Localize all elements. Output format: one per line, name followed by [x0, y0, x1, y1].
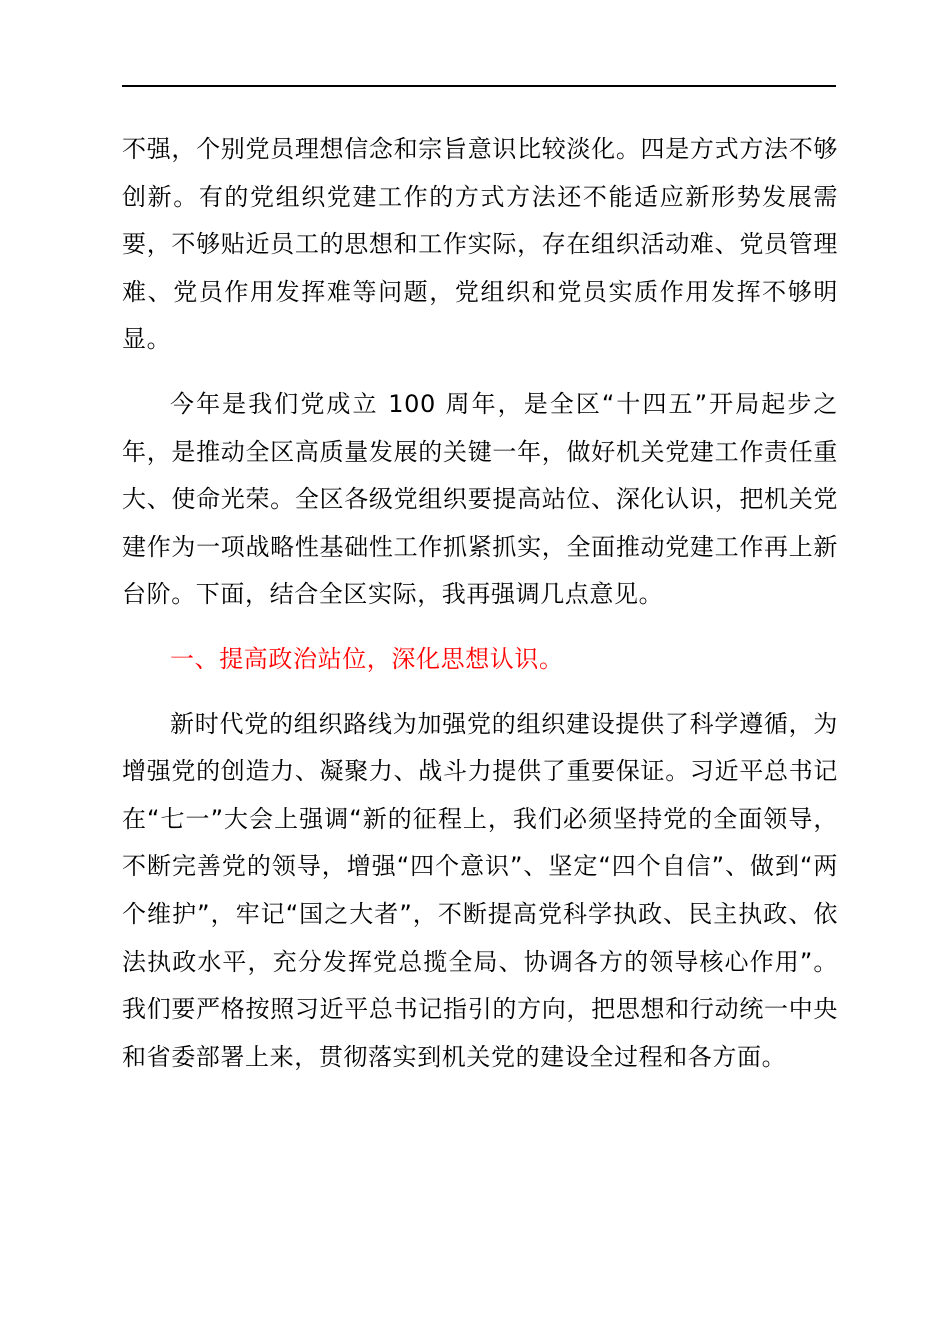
- paragraph-continuation: 不强，个别党员理想信念和宗旨意识比较淡化。四是方式方法不够创新。有的党组织党建工作的方式方法还不能适应新形势发展需要，不够贴近员工的思想和工作实际，存在组织活动难、党员管理难、党员作用发挥难等问题，党组织和党员实质作用发挥不够明显。: [122, 135, 838, 354]
- paragraph-organizational-line: 新时代党的组织路线为加强党的组织建设提供了科学遵循，为增强党的创造力、凝聚力、战斗力提供了重要保证。习近平总书记在“七一”大会上强调“新的征程上，我们必须坚持党的全面领导，不断完善党的领导，增强“四个意识”、坚定“四个自信”、做到“两个维护”，牢记“国之大者”，不断提高党科学执政、民主执政、依法执政水平，充分发挥党总揽全局、协调各方的领导核心作用”。我们要严格按照习近平总书记指引的方向，把思想和行动统一中央和省委部署上来，贯彻落实到机关党的建设全过程和各方面。: [122, 709, 838, 1071]
- section-heading-1: 一、提高政治站位，深化思想认识。: [170, 644, 564, 673]
- header-rule: [122, 85, 836, 87]
- paragraph-anniversary: 今年是我们党成立 100 周年，是全区“十四五”开局起步之年，是推动全区高质量发展的关键一年，做好机关党建工作责任重大、使命光荣。全区各级党组织要提高站位、深化认识，把机关党建作为一项战略性基础性工作抓紧抓实，全面推动党建工作再上新台阶。下面，结合全区实际，我再强调几点意见。: [122, 389, 838, 609]
- document-body: [122, 126, 838, 1081]
